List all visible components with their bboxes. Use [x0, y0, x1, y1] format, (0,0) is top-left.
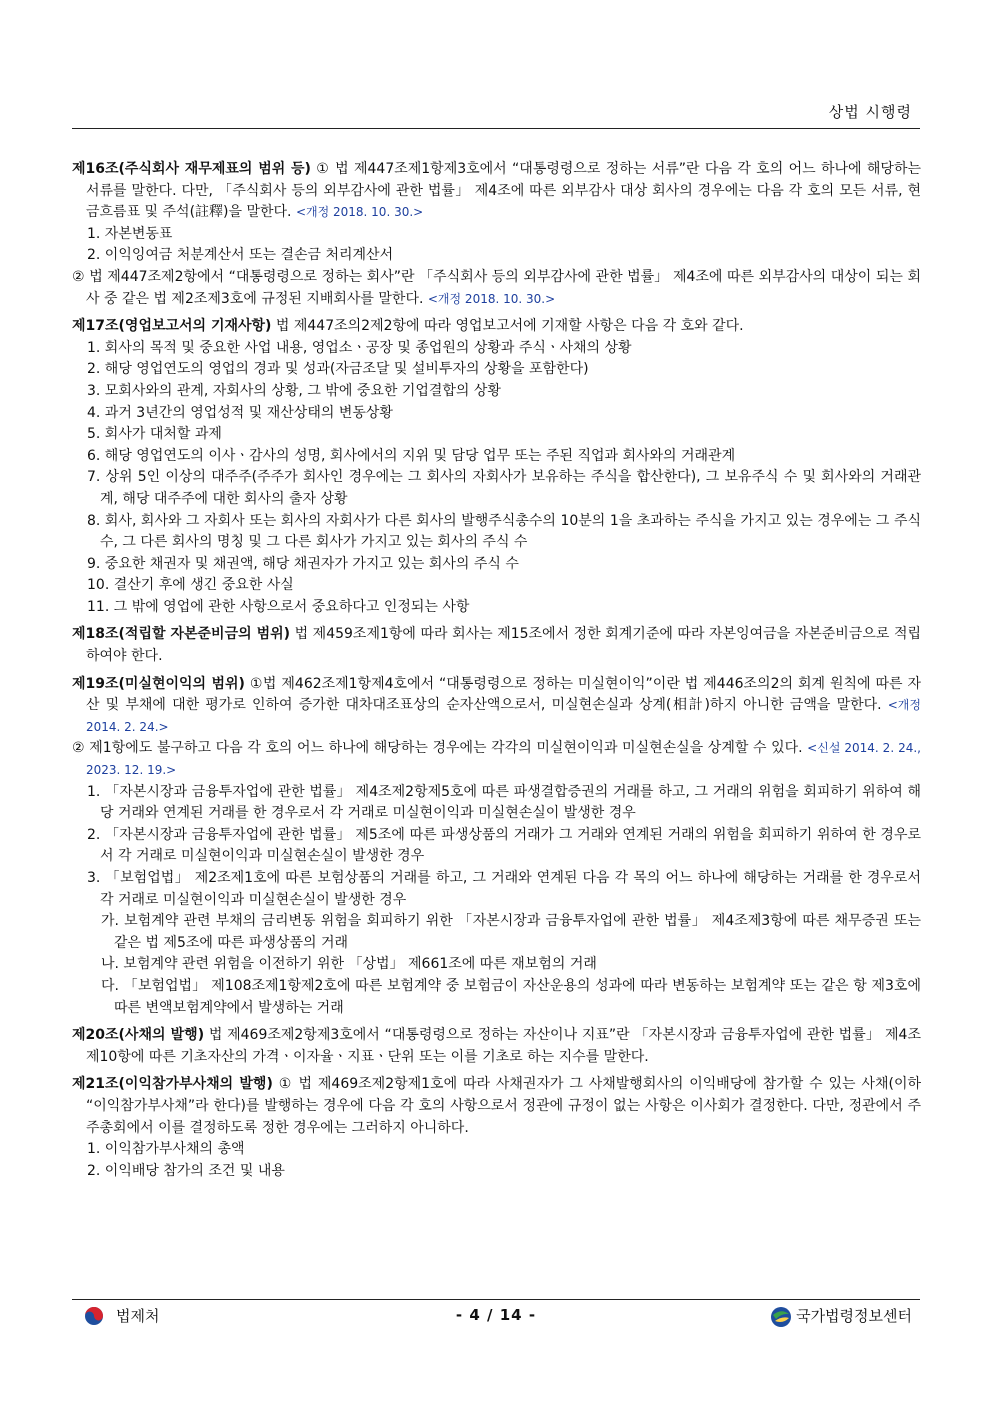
article-21 — [72, 1074, 921, 1182]
article-19 — [72, 674, 921, 1020]
header-title: 상법 시행령 — [828, 103, 912, 121]
list-item: 11. 그 밖에 영업에 관한 사항으로서 중요하다고 인정되는 사항 — [87, 598, 470, 615]
sub-list-item: 나. 보험계약 관련 위험을 이전하기 위한 「상법」 제661조에 따른 재보험의 거래 — [101, 956, 597, 973]
list-item: 5. 회사가 대처할 과제 — [87, 426, 222, 443]
article-17-paragraph — [72, 316, 921, 338]
article-20-title: 제20조(사채의 발행) — [72, 1027, 205, 1044]
article-17 — [72, 316, 921, 618]
article-19-title: 제19조(미실현이익의 범위) — [72, 675, 245, 692]
footer-center-name: 국가법령정보센터 — [796, 1307, 912, 1325]
document-body — [72, 159, 921, 1188]
article-21-text: ① 법 제469조제2항제1호에 따라 사채권자가 그 사채발행회사의 이익배당에 참가할 수 있는 사채(이하 “이익참가부사채”라 한다)를 발행하는 경우에 다음 각 호의 사항으로서 정관에 규정이 없는 사항은 이사회가 결정한다. 다만, 정관에서 주주총회에서 이를 결정하도록 정한 경우에는 그러하지 아니하다. — [86, 1076, 921, 1136]
list-item: 6. 해당 영업연도의 이사ㆍ감사의 성명, 회사에서의 지위 및 담당 업무 또는 주된 직업과 회사와의 거래관계 — [87, 447, 736, 464]
article-21-title: 제21조(이익참가부사채의 발행) — [72, 1076, 273, 1093]
list-item: 8. 회사, 회사와 그 자회사 또는 회사의 자회사가 다른 회사의 발행주식총수의 10분의 1을 초과하는 주식을 가지고 있는 경우에는 그 주식 수, 그 다른 회사의 명칭 및 그 다른 회사가 가지고 있는 회사의 주식 수 — [87, 512, 921, 551]
list-item: 1. 이익참가부사채의 총액 — [87, 1141, 245, 1158]
footer-agency-name: 법제처 — [116, 1307, 160, 1325]
article-19-paragraph-2-text: ② 제1항에도 불구하고 다음 각 호의 어느 하나에 해당하는 경우에는 각각의 미실현이익과 미실현손실을 상계할 수 있다. — [72, 740, 808, 757]
list-item: 2. 해당 영업연도의 영업의 경과 및 성과(자금조달 및 설비투자의 상황을 포함한다) — [87, 361, 589, 378]
list-item: 9. 중요한 채권자 및 채권액, 해당 채권자가 가지고 있는 회사의 주식 수 — [87, 555, 519, 572]
sub-list-item: 다. 「보험업법」 제108조제1항제2호에 따른 보험계약 중 보험금이 자산운용의 성과에 따라 변동하는 보험계약 또는 같은 항 제3호에 따른 변액보험계약에서 발생하는 거래 — [101, 977, 921, 1016]
list-item: 1. 자본변동표 — [87, 225, 173, 242]
article-16-paragraph-2 — [72, 267, 921, 310]
sub-list-item: 가. 보험계약 관련 부채의 금리변동 위험을 회피하기 위한 「자본시장과 금융투자업에 관한 법률」 제4조제3항에 따른 채무증권 또는 같은 법 제5조에 따른 파생상품의 거래 — [101, 913, 921, 951]
article-17-text: 법 제447조의2제2항에 따라 영업보고서에 기재할 사항은 다음 각 호와 같다. — [271, 318, 744, 335]
list-item: 10. 결산기 후에 생긴 중요한 사실 — [87, 577, 294, 594]
amendment-note: <개정 2018. 10. 30.> — [427, 291, 556, 306]
footer-right — [770, 1305, 912, 1326]
footer-divider — [72, 1299, 920, 1300]
article-20-paragraph — [72, 1025, 921, 1068]
article-19-text: ①법 제462조제1항제4호에서 “대통령령으로 정하는 미실현이익”이란 법 제446조의2의 회계 원칙에 따른 자산 및 부채에 대한 평가로 인하여 증가한 대차대조표상의 순자산액으로서, 미실현손실과 상계(相計)하지 아니한 금액을 말한다. — [86, 675, 921, 714]
list-item: 3. 「보험업법」 제2조제1호에 따른 보험상품의 거래를 하고, 그 거래와 연계된 다음 각 목의 어느 하나에 해당하는 거래를 한 경우로서 각 거래로 미실현이익과 미실현손실이 발생한 경우 — [87, 870, 921, 908]
article-16-title: 제16조(주식회사 재무제표의 범위 등) — [72, 161, 311, 177]
amendment-note: <개정 2014. 2. 24.> — [86, 698, 921, 734]
article-16 — [72, 159, 921, 310]
article-16-text: ① 법 제447조제1항제3호에서 “대통령령으로 정하는 서류”란 다음 각 호의 어느 하나에 해당하는 서류를 말한다. 다만, 「주식회사 등의 외부감사에 관한 법률」 제4조에 따른 외부감사 대상 회사의 경우에는 다음 각 호의 모든 서류, 현금흐름표 및 주석(註釋)을 말한다. — [86, 161, 921, 221]
list-item: 1. 회사의 목적 및 중요한 사업 내용, 영업소ㆍ공장 및 종업원의 상황과 주식ㆍ사채의 상황 — [87, 339, 632, 356]
list-item: 2. 이익잉여금 처분계산서 또는 결손금 처리계산서 — [87, 247, 394, 264]
article-16-paragraph-2-text: ② 법 제447조제2항에서 “대통령령으로 정하는 회사”란 「주식회사 등의 외부감사에 관한 법률」 제4조에 따른 외부감사의 대상이 되는 회사 중 같은 법 제2조제3호에 규정된 지배회사를 말한다. — [72, 268, 921, 307]
article-17-title: 제17조(영업보고서의 기재사항) — [72, 318, 272, 335]
list-item: 2. 이익배당 참가의 조건 및 내용 — [87, 1162, 285, 1179]
amendment-note: <신설 2014. 2. 24., 2023. 12. 19.> — [86, 741, 921, 778]
list-item: 2. 「자본시장과 금융투자업에 관한 법률」 제5조에 따른 파생상품의 거래가 그 거래와 연계된 거래의 위험을 회피하기 위하여 한 경우로서 각 거래로 미실현이익과 미실현손실이 발생한 경우 — [87, 826, 921, 865]
article-18-title: 제18조(적립할 자본준비금의 범위) — [72, 626, 291, 643]
list-item: 7. 상위 5인 이상의 대주주(주주가 회사인 경우에는 그 회사의 자회사가 보유하는 주식을 합산한다), 그 보유주식 수 및 회사와의 거래관계, 해당 대주주에 대한 회사의 출자 상황 — [87, 469, 921, 507]
header-divider — [72, 128, 920, 129]
article-19-paragraph-2 — [72, 738, 921, 781]
page-number: - 4 / 14 - — [455, 1306, 537, 1324]
list-item: 1. 「자본시장과 금융투자업에 관한 법률」 제4조제2항제5호에 따른 파생결합증권의 거래를 하고, 그 거래의 위험을 회피하기 위하여 해당 거래와 연계된 거래를 한 경우로서 각 거래로 미실현이익과 미실현손실이 발생한 경우 — [87, 783, 921, 822]
article-19-paragraph-1 — [72, 674, 921, 739]
article-20 — [72, 1025, 921, 1068]
list-item: 4. 과거 3년간의 영업성적 및 재산상태의 변동상황 — [87, 404, 393, 421]
list-item: 3. 모회사와의 관계, 자회사의 상황, 그 밖에 중요한 기업결합의 상황 — [87, 382, 501, 399]
footer — [72, 1305, 920, 1331]
article-20-text: 법 제469조제2항제3호에서 “대통령령으로 정하는 자산이나 지표”란 「자본시장과 금융투자업에 관한 법률」 제4조제10항에 따른 기초자산의 가격ㆍ이자율ㆍ지표ㆍ단위 또는 이를 기초로 하는 지수를 말한다. — [86, 1027, 921, 1065]
amendment-note: <개정 2018. 10. 30.> — [295, 205, 424, 220]
article-18-paragraph — [72, 624, 921, 667]
article-21-paragraph — [72, 1074, 921, 1139]
article-18-text: 법 제459조제1항에 따라 회사는 제15조에서 정한 회계기준에 따라 자본잉여금을 자본준비금으로 적립하여야 한다. — [86, 626, 921, 665]
article-18 — [72, 624, 921, 667]
law-info-center-logo-icon — [770, 1306, 790, 1326]
article-16-paragraph-1 — [72, 159, 921, 224]
